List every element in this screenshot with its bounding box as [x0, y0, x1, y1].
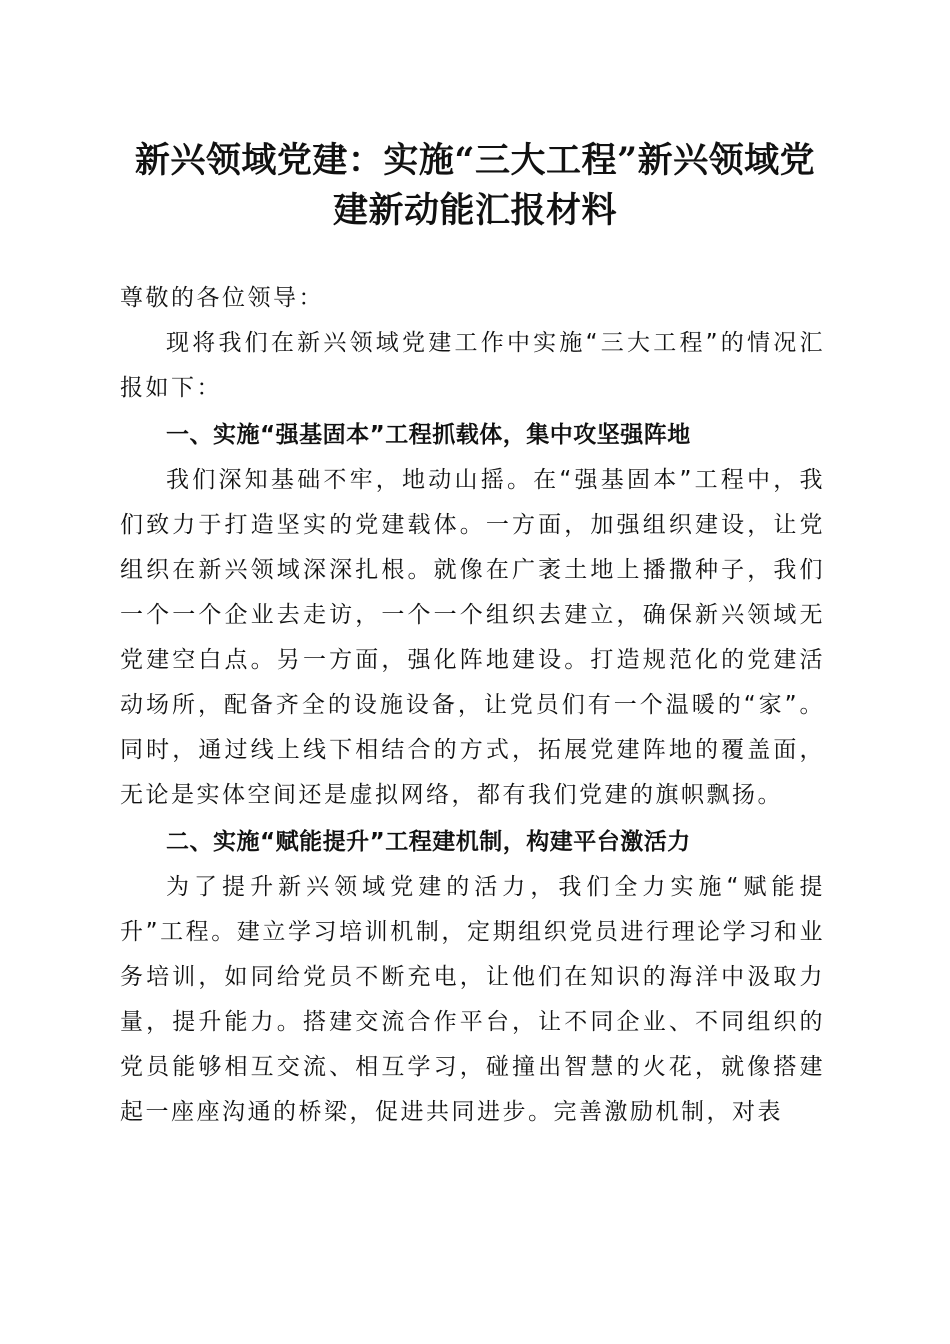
section-heading-1: 一、实施“强基固本”工程抓载体，集中攻坚强阵地: [166, 422, 691, 448]
section-paragraph-1: 我们深知基础不牢，地动山摇。在“强基固本”工程中，我们致力于打造坚实的党建载体。一方面，加强组织建设，让党组织在新兴领域深深扎根。就像在广袤土地上播撒种子，我们一个一个企业去走访，一个一个组织去建立，确保新兴领域无党建空白点。另一方面，强化阵地建设。打造规范化的党建活动场所，配备齐全的设施设备，让党员们有一个温暖的“家”。同时，通过线上线下相结合的方式，拓展党建阵地的覆盖面，无论是实体空间还是虚拟网络，都有我们党建的旗帜飘扬。: [120, 467, 825, 808]
section-heading-2: 二、实施“赋能提升”工程建机制，构建平台激活力: [166, 829, 691, 855]
document-body: [120, 276, 825, 1135]
salutation: 尊敬的各位领导：: [120, 285, 324, 311]
title-line-2: 建新动能汇报材料: [332, 190, 617, 231]
intro-paragraph: 现将我们在新兴领域党建工作中实施“三大工程”的情况汇报如下：: [120, 330, 825, 401]
document-title: [110, 136, 840, 236]
section-paragraph-2: 为了提升新兴领域党建的活力，我们全力实施“赋能提升”工程。建立学习培训机制，定期组织党员进行理论学习和业务培训，如同给党员不断充电，让他们在知识的海洋中汲取力量，提升能力。搭建交流合作平台，让不同企业、不同组织的党员能够相互交流、相互学习，碰撞出智慧的火花，就像搭建起一座座沟通的桥梁，促进共同进步。完善激励机制，对表: [120, 874, 825, 1125]
title-line-1: 新兴领域党建：实施“三大工程”新兴领域党: [134, 140, 816, 181]
